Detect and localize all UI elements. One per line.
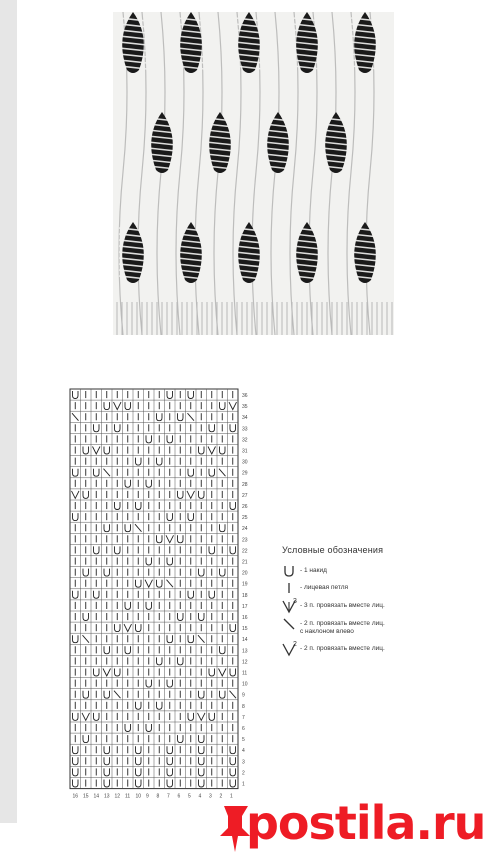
chart-row-number: 31 [242,448,248,455]
chart-column-number: 7 [167,793,170,800]
postila-watermark [218,796,485,859]
left-margin-bar [0,0,17,823]
legend-slant-left-text2: с наклоном влево [300,628,354,635]
two-mark: 2 [293,641,297,648]
chart-row-number: 32 [242,437,248,444]
chart-row-number: 33 [242,426,248,433]
chart-column-number: 6 [177,793,181,800]
chart-row-number: 5 [242,737,245,744]
chart-row-number: 35 [242,404,248,411]
chart-column-number: 13 [104,793,110,800]
chart-column-number: 12 [114,793,121,800]
legend-slant-left-text: - 2 п. провязать вместе лиц. [300,620,385,627]
chart-row-number: 7 [242,714,245,721]
legend-two-together-text: - 2 п. провязать вместе лиц. [300,645,385,652]
chart-row-number: 13 [242,648,248,655]
chart-row-number: 15 [242,626,248,633]
chart-column-number: 3 [209,793,212,800]
three-mark: 3 [293,598,297,605]
yarn-over-icon [282,565,296,577]
chart-row-number: 14 [242,637,248,644]
slant-left-icon [282,618,296,630]
chart-row-number: 25 [242,515,248,522]
chart-column-number: 16 [72,793,79,800]
chart-column-number: 9 [146,793,149,800]
chart-row-number: 2 [242,770,245,777]
chart-column-number: 1 [230,793,233,800]
chart-column-number: 8 [156,793,160,800]
knitting-pattern-photo [113,12,394,335]
chart-column-number: 15 [83,793,89,800]
chart-row-number: 12 [242,659,248,666]
chart-row-number: 10 [242,681,248,688]
chart-row-number: 36 [242,393,248,399]
chart-row-number: 34 [242,415,248,422]
knitting-chart [66,385,262,820]
chart-row-number: 24 [242,526,248,533]
chart-column-number: 14 [93,793,100,800]
chart-row-number: 28 [242,481,248,488]
chart-column-number: 2 [219,793,223,800]
chart-row-number: 20 [242,570,248,577]
legend-three-together-text: - 3 п. провязать вместе лиц. [300,602,385,609]
chart-row-number: 18 [242,592,248,599]
chart-row-number: 1 [242,781,245,788]
chart-row-number: 16 [242,615,248,621]
chart-row-number: 19 [242,581,248,588]
chart-row-number: 22 [242,548,248,555]
chart-row-number: 6 [242,726,245,732]
brand-text: postila.ru [246,796,485,850]
chart-row-number: 8 [242,703,245,710]
chart-row-number: 3 [242,759,245,766]
chart-row-number: 23 [242,537,248,544]
chart-row-number: 27 [242,492,248,499]
chart-column-number: 11 [125,793,131,800]
chart-row-number: 17 [242,603,248,610]
chart-row-number: 26 [242,504,248,510]
legend [282,545,442,675]
chart-row-number: 21 [242,559,248,566]
chart-row-number: 30 [242,459,248,466]
chart-column-number: 10 [135,793,142,800]
chart-column-number: 4 [198,793,202,800]
chart-row-number: 9 [242,692,245,699]
chart-column-number: 5 [188,793,191,800]
knit-stitch-icon [282,582,296,594]
legend-yarn-over-text: - 1 накид [300,567,327,574]
legend-knit-text: - лицевая петля [300,584,349,591]
chart-row-number: 29 [242,470,248,477]
legend-title: Условные обозначения [282,545,384,555]
chart-row-number: 4 [242,748,245,755]
chart-row-number: 11 [242,670,248,677]
